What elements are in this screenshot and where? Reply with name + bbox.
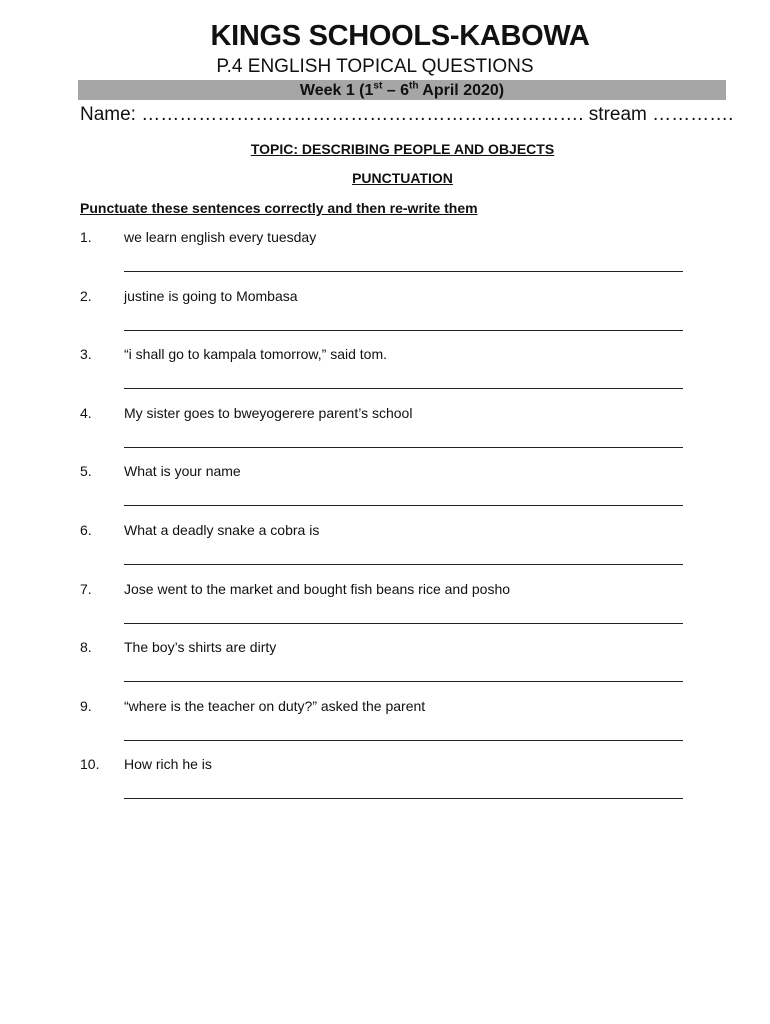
question-text: “i shall go to kampala tomorrow,” said tom. [124, 346, 387, 363]
name-stream-line: Name: ……………………………………………………………. stream …………. [80, 104, 734, 125]
answer-line[interactable] [124, 798, 683, 799]
school-name: KINGS SCHOOLS-KABOWA [210, 20, 590, 52]
question-item [80, 698, 690, 757]
question-number: 10. [80, 756, 100, 773]
question-text: How rich he is [124, 756, 212, 773]
answer-line[interactable] [124, 681, 683, 682]
question-text: What is your name [124, 463, 241, 480]
question-item [80, 756, 690, 815]
week-suffix: April 2020) [418, 82, 505, 99]
question-number: 8. [80, 639, 92, 656]
week-sup-th: th [409, 80, 419, 92]
worksheet-subtitle: P.4 ENGLISH TOPICAL QUESTIONS [216, 56, 534, 77]
question-item [80, 639, 690, 698]
question-number: 2. [80, 287, 92, 304]
question-number: 4. [80, 404, 92, 421]
question-text: The boy’s shirts are dirty [124, 639, 277, 656]
question-text: Jose went to the market and bought fish beans rice and posho [124, 580, 511, 597]
answer-line[interactable] [124, 623, 683, 624]
question-text: we learn english every tuesday [124, 229, 317, 245]
instruction-text: Punctuate these sentences correctly and then re-write them [80, 200, 478, 216]
question-text: My sister goes to bweyogerere parent’s school [124, 404, 413, 421]
answer-line[interactable] [124, 447, 683, 448]
question-text: What a deadly snake a cobra is [124, 521, 320, 538]
question-number: 3. [80, 346, 92, 363]
week-banner [78, 80, 726, 100]
question-item [80, 229, 690, 288]
question-item [80, 288, 690, 347]
question-item [80, 522, 690, 581]
week-prefix: Week 1 (1 [299, 82, 374, 99]
week-sup-st: st [373, 80, 383, 92]
question-item [80, 463, 690, 522]
answer-line[interactable] [124, 740, 683, 741]
question-list [80, 229, 690, 815]
question-item [80, 581, 690, 640]
question-number: 5. [80, 463, 92, 480]
question-number: 9. [80, 697, 92, 714]
question-number: 7. [80, 580, 92, 597]
answer-line[interactable] [124, 271, 683, 272]
answer-line[interactable] [124, 505, 683, 506]
answer-line[interactable] [124, 330, 683, 331]
question-text: justine is going to Mombasa [124, 287, 298, 304]
answer-line[interactable] [124, 388, 683, 389]
topic-heading: TOPIC: DESCRIBING PEOPLE AND OBJECTS [250, 141, 555, 157]
week-middle: – 6 [382, 82, 409, 99]
question-item [80, 346, 690, 405]
question-text: “where is the teacher on duty?” asked the parent [124, 697, 426, 714]
question-number: 6. [80, 521, 92, 538]
question-number: 1. [80, 229, 92, 245]
question-item [80, 405, 690, 464]
section-heading: PUNCTUATION [352, 170, 453, 186]
answer-line[interactable] [124, 564, 683, 565]
